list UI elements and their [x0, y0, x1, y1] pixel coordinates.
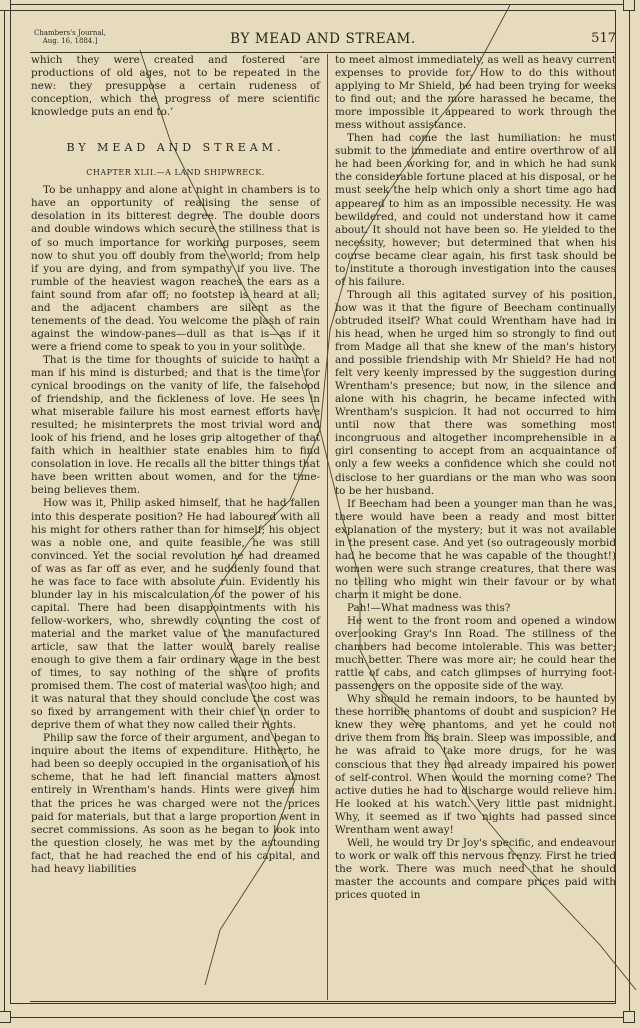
running-title: BY MEAD AND STREAM. [230, 31, 416, 47]
paragraph: Through all this agitated survey of his position, how was it that the figure of Beecham continually obtruded itself? What could Wrentham have had in his head, when he urged him so strongly to find out from Madge all that she knew of the man's history and possible friendship with Mr Shield? He had not felt very keenly impressed by the suggestion during Wrentham's presence; but now, in the silence and alone with his chagrin, he became infected with Wrentham's suspicion. It had not occurred to him until now that there was something most incongruous and altogether incomprehensible in a girl consenting to accept from an acquaintance of only a few weeks a confidence which she could not disclose to her guardians or the man who was soon to be her husband. [335, 288, 616, 497]
paragraph: Well, he would try Dr Joy's specific, and endeavour to work or walk off this nervous frenzy. First he tried the work. There was much need that he should master the accounts and compare prices paid with prices quoted in [335, 836, 616, 901]
page-number: 517 [591, 31, 616, 46]
pencil-stroke-right [320, 5, 636, 990]
paragraph: To be unhappy and alone at night in chambers is to have an opportunity of realising the sense of desolation in its bitterest degree. The double doors and double windows which secure the stillness that is of so much importance for working purposes, seem now to shut you off doubly from the world; from help if you are dying, and from sympathy if you live. The rumble of the heaviest wagon reaches the ears as a faint sound from afar off; no footstep is heard at all; and the adjacent chambers are silent as the tenements of the dead. You welcome the plash of rain against the window-panes—dull as that is—as if it were a friend come to speak to you in your solitude. [31, 184, 320, 353]
intro-paragraph: which they were created and fostered ‘are productions of old ages, not to be repeated in the new: they presuppose a certain rudeness of conception, which the progress of mere scientific knowledge puts an end to.’ [31, 54, 320, 119]
journal-name: Chambers's Journal, [34, 29, 106, 37]
paragraph: That is the time for thoughts of suicide to haunt a man if his mind is disturbed; and that is the time for cynical broodings on the vanity of life, the falsehood of friendship, and the fickleness of love. He sees in what miserable failure his most earnest efforts have resulted; he misinterprets the most trivial word and look of his friend, and he loses grip altogether of that faith which in healthier state enables him to find consolation in love. He recalls all the bitter things that have been written about women, and for the time-being believes them. [31, 353, 320, 497]
journal-date: Aug. 16, 1884.] [42, 37, 98, 45]
paragraph: Why should he remain indoors, to be haunted by these horrible phantoms of doubt and suspicion? He knew they were phantoms, and yet he could not drive them from his brain. Sleep was impossible, and he was afraid to take more drugs, for he was conscious that they had already impaired his power of self-control. When would the morning come? The active duties he had to discharge would relieve him. He looked at his watch. Very little past midnight. Why, it seemed as if two nights had passed since Wrentham went away! [335, 693, 616, 836]
paragraph: How was it, Philip asked himself, that he had fallen into this desperate position? He had laboured with all his might for others rather than for himself; his object was a noble one, and quite feasible, he was still convinced. Yet the social revolution he had dreamed of was as far off as ever, and he suddenly found that he was face to face with absolute ruin. Evidently his blunder lay in his miscalculation of the power of his capital. There had been disappointments with his fellow-workers, who, shrewdly counting the cost of material and the market value of the manufactured article, saw that the latter would barely realise enough to give them a fair ordinary wage in the best of times, to say nothing of the share of profits promised them. The cost of material was too high; and it was natural that they should conclude the cost was so fixed by arrangement with their chief in order to deprive them of what they now called their rights. [31, 497, 320, 732]
paragraph: to meet almost immediately, as well as heavy current expenses to provide for. How to do this without applying to Mr Shield, he had been trying for weeks to find out; and the more harassed he became, the more impossible it appeared to work through the mess without assistance. [335, 54, 616, 132]
story-title: BY MEAD AND STREAM. [66, 141, 285, 155]
chapter-heading: CHAPTER XLII.—A LAND SHIPWRECK. [86, 168, 265, 178]
paragraph: Then had come the last humiliation: he must submit to the immediate and entire overthrow of all he had been working for, and in which he had sunk the considerable fortune placed at his disposal, or he must seek the help which only a short time ago had appeared to him as an impossible necessity. He was bewildered, and could not understand how it came about. It should not have been so. He yielded to the necessity, however; but determined that when his course became clear again, his first task should be to institute a thorough investigation into the causes of his failure. [335, 132, 616, 288]
paragraph: If Beecham had been a younger man than he was, there would have been a ready and most bitter explanation of the mystery; but it was not available in the present case. And yet (so outrageously morbid had he become that he was capable of the thought!) women were such strange creatures, that there was no telling who might win their favour or by what charm it might be done. [335, 497, 616, 601]
pencil-stroke-left [140, 50, 320, 985]
paragraph: Pah!—What madness was this? [347, 601, 511, 614]
paragraph: Philip saw the force of their argument, and began to inquire about the items of expenditure. Hitherto, he had been so deeply occupied in the organisation of his scheme, that he had left financial matters almost entirely in Wrentham's hands. Hints were given him that the prices he was charged were not the prices paid for materials, but that a large proportion went in secret commissions. As soon as he began to look into the question closely, he was met by the astounding fact, that he had reached the end of his capital, and had heavy liabilities [31, 732, 320, 875]
paragraph: He went to the front room and opened a window overlooking Gray's Inn Road. The stillness of the chambers had become intolerable. This was better; much better. There was more air; he could hear the rattle of cabs, and catch glimpses of hurrying foot-passengers on the opposite side of the way. [335, 615, 616, 693]
